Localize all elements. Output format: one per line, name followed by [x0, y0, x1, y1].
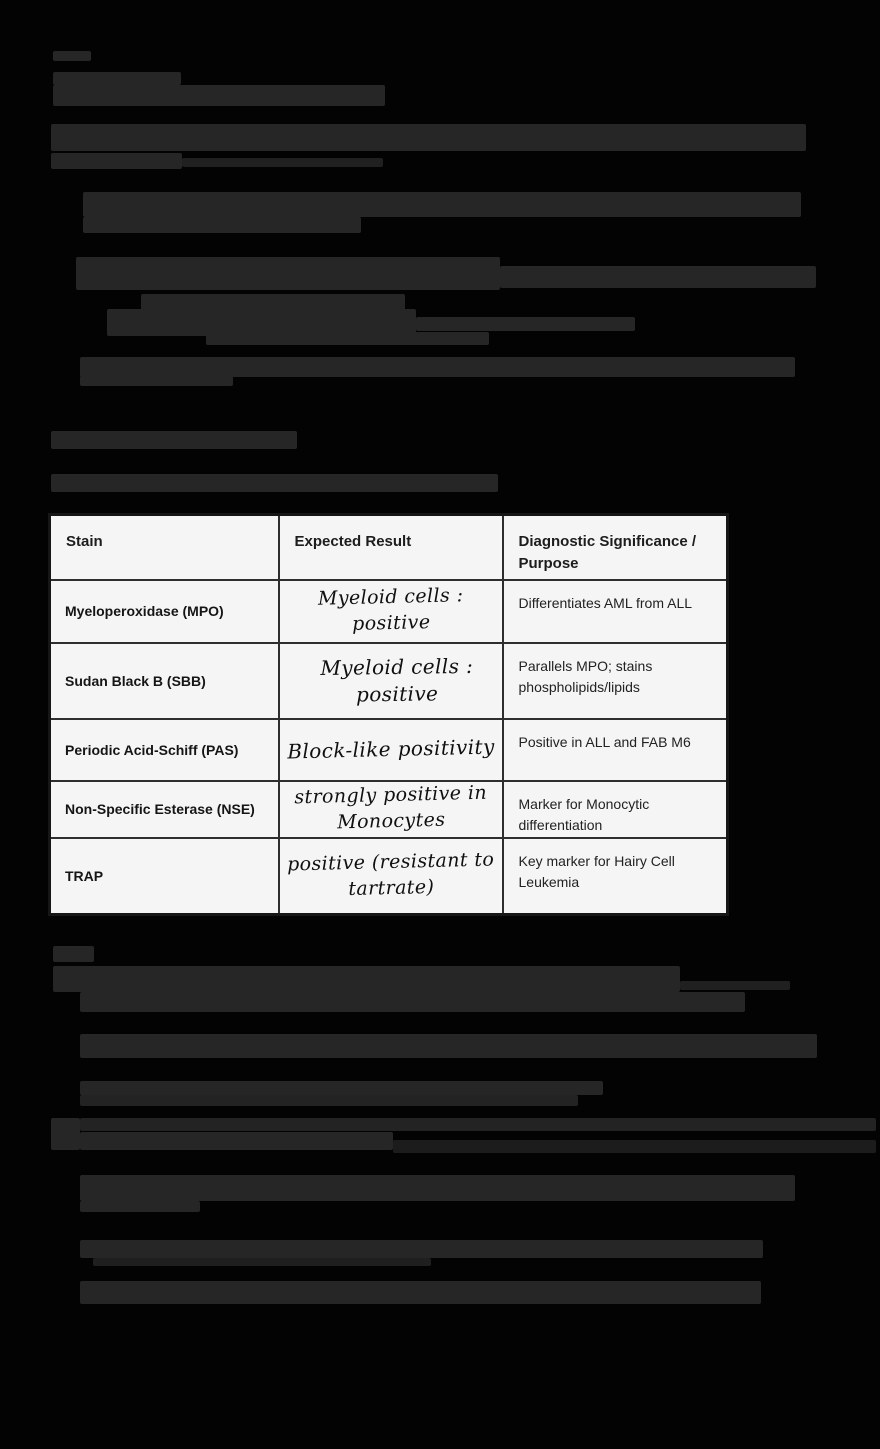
table-row-nse — [50, 781, 728, 838]
redacted-text-line — [53, 85, 385, 106]
handwritten-annotation: Myeloid cells : positive — [317, 584, 464, 635]
table-row-mpo — [50, 580, 728, 643]
table-row-sbb — [50, 643, 728, 719]
redacted-text-line — [83, 192, 801, 217]
redacted-text-line — [206, 332, 489, 345]
handwritten-annotation: strongly positive in Monocytes — [293, 782, 487, 834]
redacted-text-line — [53, 51, 91, 61]
stain-name-cell: Non-Specific Esterase (NSE) — [50, 781, 279, 838]
handwritten-annotation: positive (resistant to tartrate) — [286, 848, 495, 900]
stain-name-cell: Periodic Acid-Schiff (PAS) — [50, 719, 279, 781]
redacted-text-line — [51, 153, 182, 169]
redacted-text-line — [141, 294, 405, 310]
significance-cell: Key marker for Hairy Cell Leukemia — [503, 838, 728, 915]
redacted-text-line — [80, 1240, 763, 1258]
redacted-text-line — [51, 1118, 80, 1150]
expected-result-cell — [279, 719, 503, 781]
col-header-expected-result: Expected Result — [279, 515, 503, 580]
expected-result-cell — [279, 838, 503, 915]
redacted-text-line — [500, 266, 816, 288]
redacted-text-line — [80, 376, 233, 386]
redacted-text-line — [53, 966, 680, 992]
expected-result-cell — [279, 580, 503, 643]
redacted-text-line — [51, 431, 297, 449]
stain-name-cell: Sudan Black B (SBB) — [50, 643, 279, 719]
stains-table-image — [48, 513, 726, 915]
redacted-text-line — [80, 992, 745, 1012]
expected-result-cell — [279, 781, 503, 838]
redacted-text-line — [80, 1201, 200, 1212]
redacted-text-line — [80, 1118, 876, 1131]
redacted-text-line — [51, 124, 806, 151]
redacted-text-line — [80, 1281, 761, 1304]
expected-result-cell — [279, 643, 503, 719]
redacted-text-line — [182, 158, 383, 167]
redacted-text-line — [680, 981, 790, 990]
handwritten-annotation: Myeloid cells : positive — [319, 653, 473, 706]
redacted-text-line — [80, 1095, 578, 1106]
significance-cell: Positive in ALL and FAB M6 — [503, 719, 728, 781]
col-header-diagnostic-significance: Diagnostic Significance / Purpose — [503, 515, 728, 580]
redacted-text-line — [80, 1132, 393, 1150]
redacted-text-line — [80, 1081, 603, 1095]
redacted-text-line — [53, 72, 181, 85]
redacted-text-line — [416, 317, 635, 331]
redacted-text-line — [76, 257, 500, 290]
redacted-text-line — [393, 1140, 876, 1153]
significance-cell: Marker for Monocytic differentiation — [503, 781, 728, 838]
table-row-trap — [50, 838, 728, 915]
redacted-text-line — [80, 1175, 795, 1201]
redacted-text-line — [80, 1034, 817, 1058]
table-row-pas — [50, 719, 728, 781]
redacted-text-line — [83, 217, 361, 233]
redacted-text-line — [93, 1258, 431, 1266]
col-header-stain: Stain — [50, 515, 279, 580]
handwritten-annotation: Block-like positivity — [286, 734, 495, 764]
redacted-text-line — [53, 946, 94, 962]
table-header-row — [50, 515, 728, 580]
stain-name-cell: Myeloperoxidase (MPO) — [50, 580, 279, 643]
redacted-text-line — [51, 474, 498, 492]
significance-cell: Parallels MPO; stains phospholipids/lipids — [503, 643, 728, 719]
significance-cell: Differentiates AML from ALL — [503, 580, 728, 643]
cytochemical-stains-table — [48, 513, 729, 916]
stain-name-cell: TRAP — [50, 838, 279, 915]
redacted-text-line — [80, 357, 795, 377]
